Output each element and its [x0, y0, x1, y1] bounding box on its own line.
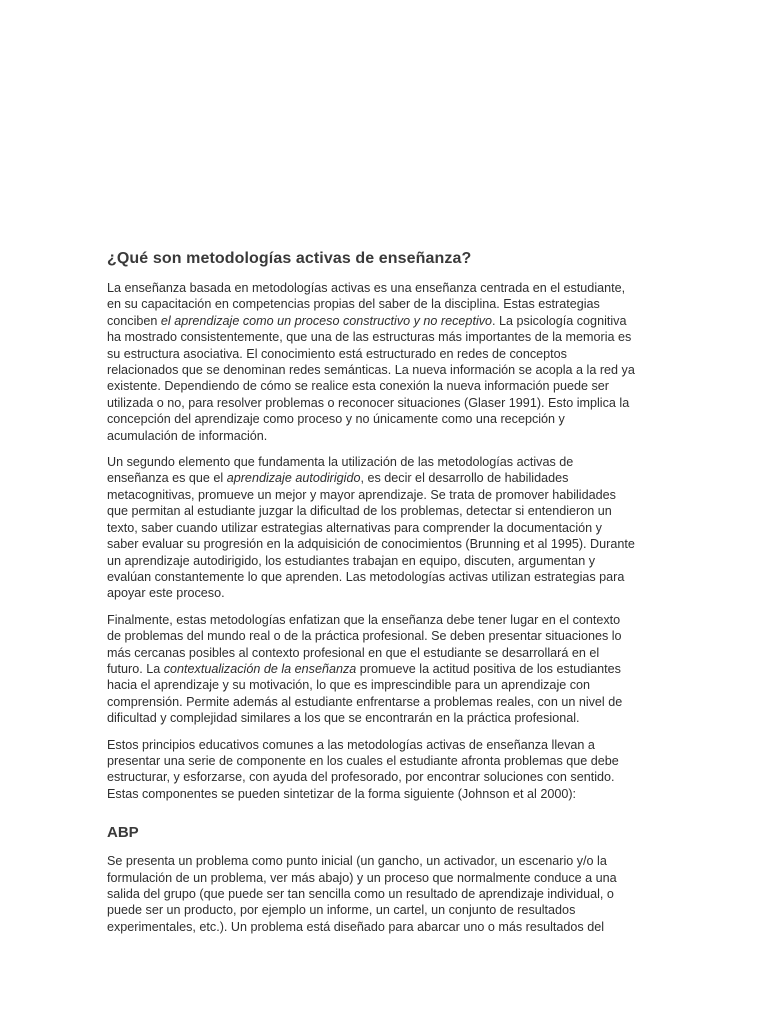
paragraph-3: [107, 612, 635, 727]
paragraph-1-emphasis: el aprendizaje como un proceso constructivo y no receptivo: [160, 313, 493, 328]
paragraph-1-text-a: La enseñanza basada en metodologías activas es una enseñanza centrada en el estudiante, en su capacitación en competencias propias del saber de la disciplina. Estas estrategias conciben: [107, 281, 626, 328]
paragraph-1-text-b: . La psicología cognitiva ha mostrado consistentemente, que una de las estructuras más importantes de la memoria es su estructura asociativa. El conocimiento está estructurado en redes de conceptos relacionados que se denominan redes semánticas. La nueva información se acopla a la red ya existente. Dependiendo de cómo se realice esta conexión la nueva información puede ser utilizada o no, para resolver problemas o reconocer situaciones (Glaser 1991). Esto implica la concepción del aprendizaje como proceso y no únicamente como una recepción y acumulación de información.: [107, 313, 635, 443]
paragraph-5: Se presenta un problema como punto inicial (un gancho, un activador, un escenario y/o la formulación de un problema, ver más abajo) y un proceso que normalmente conduce a una salida del grupo (que puede ser tan sencilla como un resultado de aprendizaje individual, o puede ser un producto, por ejemplo un informe, un cartel, un conjunto de resultados experimentales, etc.). Un problema está diseñado para abarcar uno o más resultados del: [107, 854, 617, 934]
paragraph-3-text-a: Finalmente, estas metodologías enfatizan que la enseñanza debe tener lugar en el contexto de problemas del mundo real o de la práctica profesional. Se deben presentar situaciones lo más cercanas posibles al contexto profesional en que el estudiante se desarrollará en el futuro. La: [107, 612, 622, 676]
paragraph-3-emphasis: contextualización de la enseñanza: [163, 661, 357, 676]
document-page: [107, 250, 635, 945]
paragraph-2-text-b: , es decir el desarrollo de habilidades metacognitivas, promueve un mejor y mayor aprendizaje. Se trata de promover habilidades que permitan al estudiante juzgar la dificultad de los problemas, detectar si entendieron un texto, saber cuando utilizar estrategias alternativas para comprender la documentación y saber evaluar su progresión en la adquisición de conocimientos (Brunning et al 1995). Durante un aprendizaje autodirigido, los estudiantes trabajan en equipo, discuten, argumentan y evalúan constantemente lo que aprenden. Las metodologías activas utilizan estrategias para apoyar este proceso.: [107, 471, 635, 601]
paragraph-2: [107, 454, 635, 602]
paragraph-4: Estos principios educativos comunes a las metodologías activas de enseñanza llevan a presentar una serie de componente en los cuales el estudiante afronta problemas que debe estructurar, y esforzarse, con ayuda del profesorado, por encontrar soluciones con sentido. Estas componentes se pueden sintetizar de la forma siguiente (Johnson et al 2000):: [107, 737, 619, 801]
page-title: ¿Qué son metodologías activas de enseñanza?: [107, 250, 472, 267]
paragraph-2-emphasis: aprendizaje autodirigido: [226, 471, 361, 486]
paragraph-1: [107, 280, 635, 444]
paragraph-2-text-a: Un segundo elemento que fundamenta la utilización de las metodologías activas de enseñanza es que el: [107, 455, 574, 486]
paragraph-3-text-b: promueve la actitud positiva de los estudiantes hacia el aprendizaje y su motivación, lo que es imprescindible para un aprendizaje con comprensión. Permite además al estudiante enfrentarse a problemas reales, con un nivel de dificultad y complejidad similares a los que se encontrarán en la práctica profesional.: [107, 661, 623, 726]
subsection-title: ABP: [107, 824, 139, 842]
